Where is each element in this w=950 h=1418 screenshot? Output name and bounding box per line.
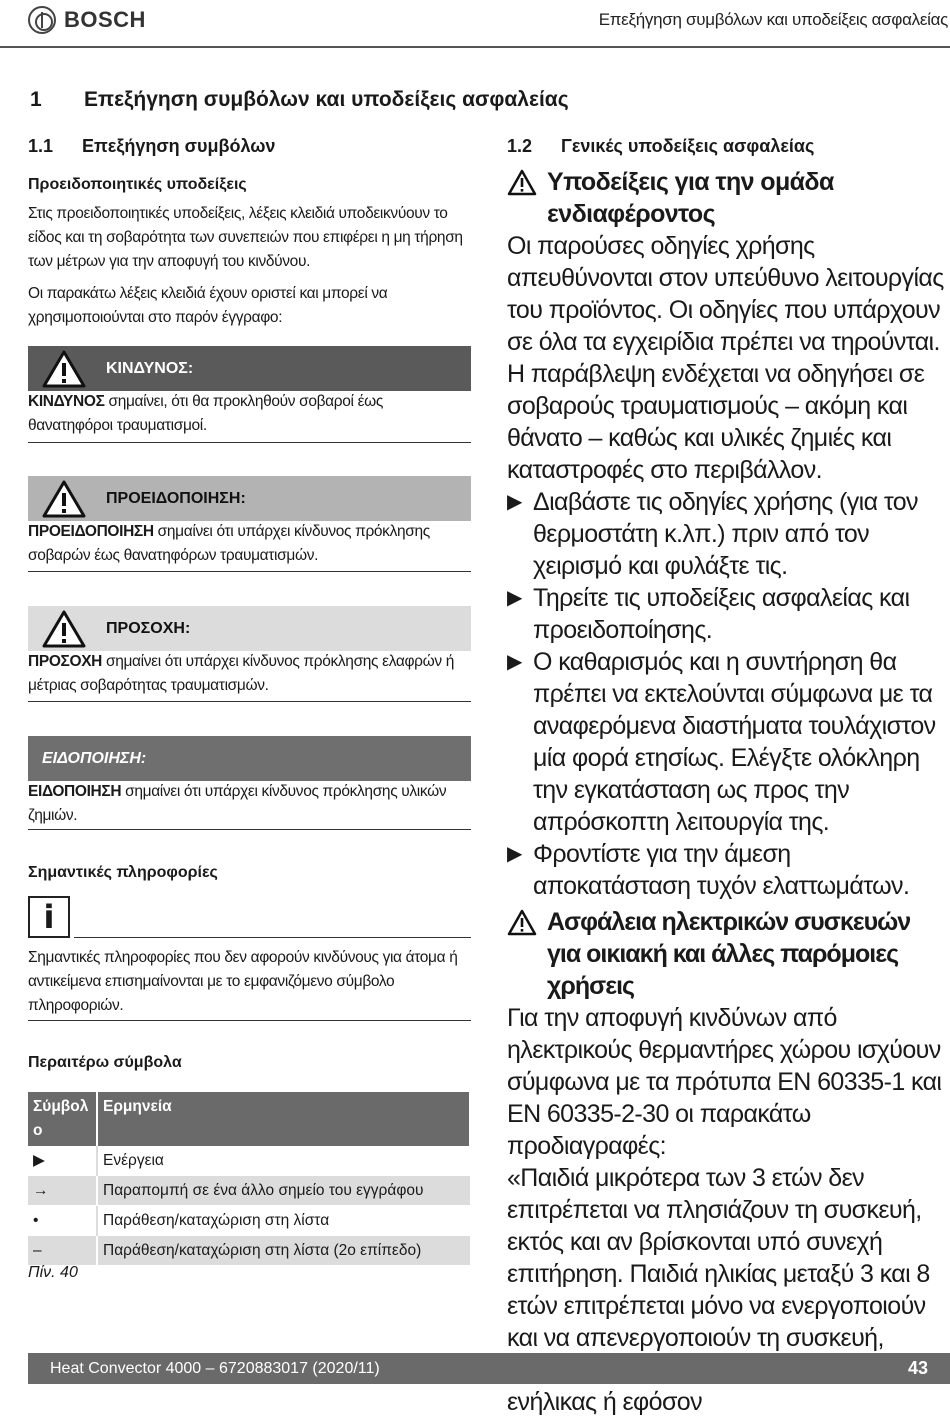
bullet-text: Διαβάστε τις οδηγίες χρήσης (για τον θερμοστάτη κ.λπ.) πριν από τον χειρισμό και φυλάξτε τις. <box>533 488 918 580</box>
action-arrow-icon: ▶ <box>507 843 523 865</box>
list-item <box>507 646 947 838</box>
table-header-symbol: Σύμβολ ο <box>28 1092 97 1146</box>
section-1-1-number: 1.1 <box>28 136 54 156</box>
danger-term: ΚΙΝΔΥΝΟΣ <box>28 393 105 410</box>
danger-box-header <box>28 346 471 391</box>
table-caption: Πίν. 40 <box>28 1264 78 1281</box>
danger-description <box>28 390 471 438</box>
important-info-heading: Σημαντικές πληροφορίες <box>28 864 218 881</box>
notice-box-header <box>28 736 471 781</box>
electrical-heading: Ασφάλεια ηλεκτρικών συσκευών για οικιακή και άλλες παρόμοιες χρήσεις <box>547 908 911 1000</box>
warning-term: ΠΡΟΕΙΔΟΠΟΙΗΣΗ <box>28 523 154 540</box>
important-separator <box>28 1020 471 1021</box>
symbol-cell: ▶ <box>28 1146 97 1176</box>
section-1-2-title: Γενικές υποδείξεις ασφαλείας <box>561 136 815 156</box>
electrical-text: Για την αποφυγή κινδύνων από ηλεκτρικούς θερμαντήρες χώρου ισχύουν σύμφωνα με τα πρότυπα EN 60335-1 και EN 60335-2-30 οι παρακάτω προδιαγραφές: <box>507 1004 942 1160</box>
table-header-row <box>28 1092 470 1146</box>
warning-triangle-icon <box>507 166 547 230</box>
meaning-cell: Παραπομπή σε ένα άλλο σημείο του εγγράφου <box>97 1176 470 1206</box>
warning-triangle-icon <box>507 906 547 1002</box>
bullet-text: Τηρείτε τις υποδείξεις ασφαλείας και προειδοποίησης. <box>533 584 910 644</box>
table-row <box>28 1146 470 1176</box>
caution-description <box>28 650 471 698</box>
warnings-keywords-text: Οι παρακάτω λέξεις κλειδιά έχουν οριστεί και μπορεί να χρησιμοποιούνται στο παρόν έγγραφο: <box>28 285 388 326</box>
notice-label: ΕΙΔΟΠΟΙΗΣΗ: <box>42 749 147 767</box>
caution-separator <box>28 701 471 702</box>
danger-separator <box>28 442 471 443</box>
warning-separator <box>28 571 471 572</box>
running-head: Επεξήγηση συμβόλων και υποδείξεις ασφαλείας <box>598 10 948 29</box>
further-symbols-heading: Περαιτέρω σύμβολα <box>28 1054 182 1071</box>
electrical-heading-row <box>507 906 947 1002</box>
brand-logo <box>28 6 146 34</box>
meaning-cell: Παράθεση/καταχώριση στη λίστα <box>97 1206 470 1236</box>
meaning-cell: Ενέργεια <box>97 1146 470 1176</box>
warnings-intro-text: Στις προειδοποιητικές υποδείξεις, λέξεις κλειδιά υποδεικνύουν το είδος και τη σοβαρότητα των συνεπειών που επιφέρει η μη τήρηση των μέτρων για την αποφυγή του κινδύνου. <box>28 205 463 270</box>
info-icon-rule <box>74 937 471 938</box>
list-item <box>507 838 947 902</box>
bullet-text: Φροντίστε για την άμεση αποκατάσταση τυχόν ελαττωμάτων. <box>533 840 910 900</box>
meaning-cell: Παράθεση/καταχώριση στη λίστα (2ο επίπεδο) <box>97 1236 470 1266</box>
table-header-meaning: Ερμηνεία <box>97 1092 470 1146</box>
warning-description <box>28 520 471 568</box>
symbol-cell: – <box>28 1236 97 1266</box>
symbol-cell: → <box>28 1176 97 1206</box>
caution-term: ΠΡΟΣΟΧΗ <box>28 653 103 670</box>
warning-label: ΠΡΟΕΙΔΟΠΟΙΗΣΗ: <box>106 489 246 507</box>
header-rule <box>0 46 950 48</box>
caution-label: ΠΡΟΣΟΧΗ: <box>106 619 191 637</box>
notice-text: σημαίνει ότι υπάρχει κίνδυνος πρόκλησης υλικών ζημιών. <box>28 783 447 824</box>
section-1-1-title: Επεξήγηση συμβόλων <box>82 136 276 156</box>
caution-box-header <box>28 606 471 651</box>
action-arrow-icon: ▶ <box>507 587 523 609</box>
list-item <box>507 582 947 646</box>
page-footer <box>28 1353 950 1384</box>
table-row <box>28 1176 470 1206</box>
target-group-block <box>507 166 947 1418</box>
table-row <box>28 1206 470 1236</box>
warning-text: σημαίνει ότι υπάρχει κίνδυνος πρόκλησης σοβαρών έως θανατηφόρων τραυματισμών. <box>28 523 430 564</box>
section-1-1-heading <box>28 136 471 157</box>
page-number: 43 <box>907 1358 928 1378</box>
target-group-text: Οι παρούσες οδηγίες χρήσης απευθύνονται στον υπεύθυνο λειτουργίας του προϊόντος. Οι οδηγίες που υπάρχουν σε όλα τα εγχειρίδια πρέπει να τηρούνται. Η παράβλεψη ενδέχεται να οδηγήσει σε σοβαρούς τραυματισμούς – ακόμη και θάνατο – καθώς και υλικές ζημιές και καταστροφές στο περιβάλλον. <box>507 232 944 484</box>
list-item <box>507 486 947 582</box>
important-info-text: Σημαντικές πληροφορίες που δεν αφορούν κινδύνους για άτομα ή αντικείμενα επισημαίνονται με το εμφανιζόμενο σύμβολο πληροφοριών. <box>28 949 458 1014</box>
info-icon: i <box>28 896 70 938</box>
action-arrow-icon: ▶ <box>507 491 523 513</box>
symbol-cell: • <box>28 1206 97 1236</box>
target-group-heading-row <box>507 166 947 230</box>
caution-text: σημαίνει ότι υπάρχει κίνδυνος πρόκλησης ελαφρών ή μέτριας σοβαρότητας τραυματισμών. <box>28 653 455 694</box>
target-group-heading: Υποδείξεις για την ομάδα ενδιαφέροντος <box>547 168 834 228</box>
danger-label: ΚΙΝΔΥΝΟΣ: <box>106 359 194 377</box>
bullet-text: Ο καθαρισμός και η συντήρηση θα πρέπει να εκτελούνται σύμφωνα με τα αναφερόμενα διαστήματα τουλάχιστον μία φορά ετησίως. Ελέγξτε ολόκληρη την εγκατάσταση ως προς την απρόσκοπτη λειτουργία της. <box>533 648 936 836</box>
action-arrow-icon: ▶ <box>507 651 523 673</box>
warning-triangle-icon <box>42 349 86 389</box>
section-1-2-number: 1.2 <box>507 136 533 156</box>
brand-name: BOSCH <box>64 7 146 32</box>
section-1-number: 1 <box>30 88 42 111</box>
symbols-table <box>28 1092 471 1266</box>
section-1-2-heading <box>507 136 947 157</box>
section-1-title: Επεξήγηση συμβόλων και υποδείξεις ασφαλείας <box>84 88 569 111</box>
notice-term: ΕΙΔΟΠΟΙΗΣΗ <box>28 783 122 800</box>
warnings-heading: Προειδοποιητικές υποδείξεις <box>28 176 247 193</box>
warning-triangle-icon <box>42 609 86 649</box>
warning-triangle-icon <box>42 479 86 519</box>
electrical-quote: «Παιδιά μικρότερα των 3 ετών δεν επιτρέπεται να πλησιάζουν τη συσκευή, εκτός και αν βρίσκονται υπό συνεχή επιτήρηση. Παιδιά ηλικίας μεταξύ 3 και 8 ετών επιτρέπεται μόνο να ενεργοποιούν και να απενεργοποιούν τη συσκευή, ενήλικας ή εφόσον <box>507 1164 930 1416</box>
notice-description <box>28 780 471 828</box>
table-row <box>28 1236 470 1266</box>
footer-doc-id: Heat Convector 4000 – 6720883017 (2020/11) <box>50 1359 380 1377</box>
notice-separator <box>28 829 471 830</box>
warning-box-header <box>28 476 471 521</box>
section-1-heading <box>30 88 569 112</box>
danger-text: σημαίνει, ότι θα προκληθούν σοβαροί έως θανατηφόροι τραυματισμοί. <box>28 393 383 434</box>
bosch-armature-icon <box>28 6 56 34</box>
